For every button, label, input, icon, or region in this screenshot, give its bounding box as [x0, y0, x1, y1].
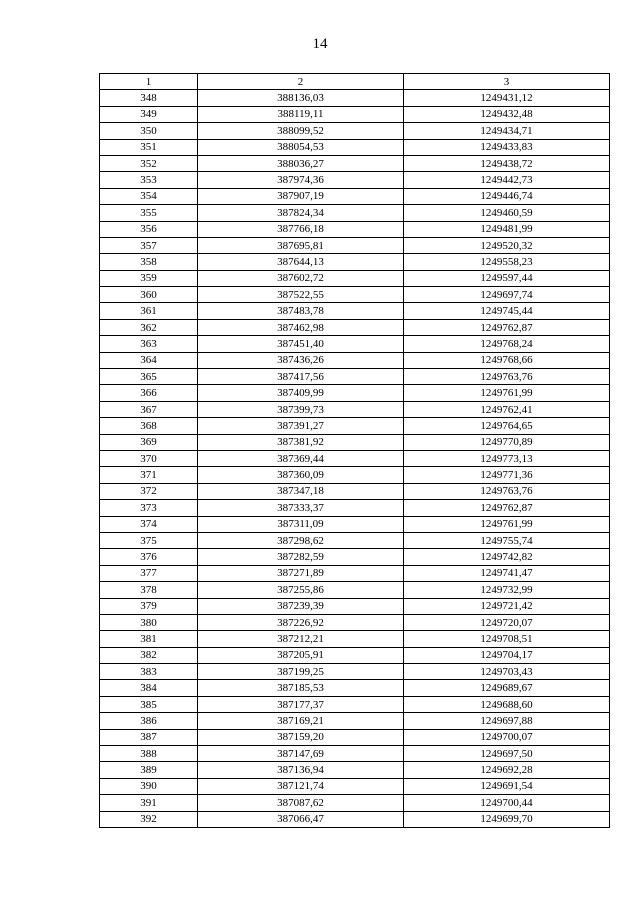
table-row — [100, 221, 610, 237]
x-coordinate-cell: 387185,53 — [198, 680, 404, 696]
x-coordinate-cell: 387177,37 — [198, 696, 404, 712]
table-row — [100, 90, 610, 106]
y-coordinate-cell: 1249697,50 — [404, 746, 610, 762]
table-row — [100, 778, 610, 794]
x-coordinate-cell: 388099,52 — [198, 123, 404, 139]
table-row — [100, 483, 610, 499]
point-number-cell: 370 — [100, 450, 198, 466]
point-number-cell: 366 — [100, 385, 198, 401]
table-body — [100, 90, 610, 828]
point-number-cell: 392 — [100, 811, 198, 827]
table-row — [100, 631, 610, 647]
x-coordinate-cell: 387483,78 — [198, 303, 404, 319]
point-number-cell: 377 — [100, 565, 198, 581]
table-row — [100, 401, 610, 417]
table-row — [100, 287, 610, 303]
table-row — [100, 270, 610, 286]
y-coordinate-cell: 1249761,99 — [404, 385, 610, 401]
y-coordinate-cell: 1249432,48 — [404, 106, 610, 122]
column-header-2: 2 — [198, 74, 404, 90]
y-coordinate-cell: 1249708,51 — [404, 631, 610, 647]
point-number-cell: 349 — [100, 106, 198, 122]
table-row — [100, 205, 610, 221]
table-row — [100, 582, 610, 598]
point-number-cell: 353 — [100, 172, 198, 188]
y-coordinate-cell: 1249742,82 — [404, 549, 610, 565]
x-coordinate-cell: 387087,62 — [198, 795, 404, 811]
x-coordinate-cell: 387451,40 — [198, 336, 404, 352]
x-coordinate-cell: 387522,55 — [198, 287, 404, 303]
y-coordinate-cell: 1249697,88 — [404, 713, 610, 729]
y-coordinate-cell: 1249763,76 — [404, 369, 610, 385]
x-coordinate-cell: 387311,09 — [198, 516, 404, 532]
x-coordinate-cell: 387399,73 — [198, 401, 404, 417]
x-coordinate-cell: 387644,13 — [198, 254, 404, 270]
table-row — [100, 811, 610, 827]
point-number-cell: 364 — [100, 352, 198, 368]
page-number: 14 — [312, 36, 328, 52]
point-number-cell: 348 — [100, 90, 198, 106]
point-number-cell: 369 — [100, 434, 198, 450]
x-coordinate-cell: 387239,39 — [198, 598, 404, 614]
x-coordinate-cell: 387212,21 — [198, 631, 404, 647]
y-coordinate-cell: 1249700,07 — [404, 729, 610, 745]
point-number-cell: 360 — [100, 287, 198, 303]
column-header-3: 3 — [404, 74, 610, 90]
y-coordinate-cell: 1249732,99 — [404, 582, 610, 598]
table-row — [100, 319, 610, 335]
table-row — [100, 467, 610, 483]
y-coordinate-cell: 1249460,59 — [404, 205, 610, 221]
y-coordinate-cell: 1249446,74 — [404, 188, 610, 204]
point-number-cell: 350 — [100, 123, 198, 139]
point-number-cell: 386 — [100, 713, 198, 729]
x-coordinate-cell: 387907,19 — [198, 188, 404, 204]
table-row — [100, 385, 610, 401]
point-number-cell: 388 — [100, 746, 198, 762]
y-coordinate-cell: 1249697,74 — [404, 287, 610, 303]
y-coordinate-cell: 1249699,70 — [404, 811, 610, 827]
x-coordinate-cell: 387409,99 — [198, 385, 404, 401]
y-coordinate-cell: 1249741,47 — [404, 565, 610, 581]
y-coordinate-cell: 1249481,99 — [404, 221, 610, 237]
table-row — [100, 172, 610, 188]
point-number-cell: 374 — [100, 516, 198, 532]
point-number-cell: 352 — [100, 155, 198, 171]
x-coordinate-cell: 387226,92 — [198, 614, 404, 630]
y-coordinate-cell: 1249703,43 — [404, 664, 610, 680]
table-row — [100, 614, 610, 630]
point-number-cell: 355 — [100, 205, 198, 221]
y-coordinate-cell: 1249745,44 — [404, 303, 610, 319]
x-coordinate-cell: 387695,81 — [198, 237, 404, 253]
point-number-cell: 381 — [100, 631, 198, 647]
point-number-cell: 351 — [100, 139, 198, 155]
table-row — [100, 450, 610, 466]
x-coordinate-cell: 388119,11 — [198, 106, 404, 122]
x-coordinate-cell: 388054,53 — [198, 139, 404, 155]
y-coordinate-cell: 1249558,23 — [404, 254, 610, 270]
point-number-cell: 365 — [100, 369, 198, 385]
y-coordinate-cell: 1249764,65 — [404, 418, 610, 434]
y-coordinate-cell: 1249768,66 — [404, 352, 610, 368]
table-row — [100, 139, 610, 155]
x-coordinate-cell: 387417,56 — [198, 369, 404, 385]
x-coordinate-cell: 387136,94 — [198, 762, 404, 778]
point-number-cell: 376 — [100, 549, 198, 565]
y-coordinate-cell: 1249689,67 — [404, 680, 610, 696]
x-coordinate-cell: 387381,92 — [198, 434, 404, 450]
table-row — [100, 598, 610, 614]
y-coordinate-cell: 1249773,13 — [404, 450, 610, 466]
y-coordinate-cell: 1249704,17 — [404, 647, 610, 663]
point-number-cell: 373 — [100, 500, 198, 516]
x-coordinate-cell: 387360,09 — [198, 467, 404, 483]
point-number-cell: 385 — [100, 696, 198, 712]
point-number-cell: 384 — [100, 680, 198, 696]
x-coordinate-cell: 387159,20 — [198, 729, 404, 745]
coordinates-table — [99, 73, 610, 828]
x-coordinate-cell: 387066,47 — [198, 811, 404, 827]
y-coordinate-cell: 1249770,89 — [404, 434, 610, 450]
y-coordinate-cell: 1249755,74 — [404, 532, 610, 548]
x-coordinate-cell: 387602,72 — [198, 270, 404, 286]
x-coordinate-cell: 388036,27 — [198, 155, 404, 171]
point-number-cell: 380 — [100, 614, 198, 630]
point-number-cell: 389 — [100, 762, 198, 778]
point-number-cell: 387 — [100, 729, 198, 745]
y-coordinate-cell: 1249691,54 — [404, 778, 610, 794]
y-coordinate-cell: 1249597,44 — [404, 270, 610, 286]
table-row — [100, 237, 610, 253]
table-row — [100, 795, 610, 811]
point-number-cell: 357 — [100, 237, 198, 253]
y-coordinate-cell: 1249442,73 — [404, 172, 610, 188]
y-coordinate-cell: 1249433,83 — [404, 139, 610, 155]
table-row — [100, 336, 610, 352]
point-number-cell: 361 — [100, 303, 198, 319]
column-header-1: 1 — [100, 74, 198, 90]
x-coordinate-cell: 387436,26 — [198, 352, 404, 368]
point-number-cell: 358 — [100, 254, 198, 270]
point-number-cell: 382 — [100, 647, 198, 663]
x-coordinate-cell: 387205,91 — [198, 647, 404, 663]
point-number-cell: 390 — [100, 778, 198, 794]
x-coordinate-cell: 388136,03 — [198, 90, 404, 106]
x-coordinate-cell: 387369,44 — [198, 450, 404, 466]
x-coordinate-cell: 387347,18 — [198, 483, 404, 499]
point-number-cell: 367 — [100, 401, 198, 417]
table-row — [100, 418, 610, 434]
table-row — [100, 123, 610, 139]
point-number-cell: 359 — [100, 270, 198, 286]
point-number-cell: 371 — [100, 467, 198, 483]
y-coordinate-cell: 1249762,87 — [404, 319, 610, 335]
table-row — [100, 762, 610, 778]
point-number-cell: 378 — [100, 582, 198, 598]
y-coordinate-cell: 1249520,32 — [404, 237, 610, 253]
y-coordinate-cell: 1249768,24 — [404, 336, 610, 352]
table-row — [100, 434, 610, 450]
point-number-cell: 375 — [100, 532, 198, 548]
table-row — [100, 106, 610, 122]
table-row — [100, 729, 610, 745]
y-coordinate-cell: 1249720,07 — [404, 614, 610, 630]
y-coordinate-cell: 1249721,42 — [404, 598, 610, 614]
point-number-cell: 379 — [100, 598, 198, 614]
y-coordinate-cell: 1249771,36 — [404, 467, 610, 483]
table-row — [100, 549, 610, 565]
table-row — [100, 680, 610, 696]
x-coordinate-cell: 387766,18 — [198, 221, 404, 237]
table-row — [100, 369, 610, 385]
table-row — [100, 647, 610, 663]
x-coordinate-cell: 387462,98 — [198, 319, 404, 335]
y-coordinate-cell: 1249438,72 — [404, 155, 610, 171]
table-row — [100, 532, 610, 548]
y-coordinate-cell: 1249431,12 — [404, 90, 610, 106]
x-coordinate-cell: 387824,34 — [198, 205, 404, 221]
table-row — [100, 696, 610, 712]
x-coordinate-cell: 387199,25 — [198, 664, 404, 680]
table-row — [100, 303, 610, 319]
x-coordinate-cell: 387121,74 — [198, 778, 404, 794]
point-number-cell: 383 — [100, 664, 198, 680]
y-coordinate-cell: 1249434,71 — [404, 123, 610, 139]
y-coordinate-cell: 1249762,41 — [404, 401, 610, 417]
table-row — [100, 155, 610, 171]
point-number-cell: 391 — [100, 795, 198, 811]
x-coordinate-cell: 387298,62 — [198, 532, 404, 548]
y-coordinate-cell: 1249700,44 — [404, 795, 610, 811]
point-number-cell: 372 — [100, 483, 198, 499]
point-number-cell: 368 — [100, 418, 198, 434]
table-row — [100, 664, 610, 680]
x-coordinate-cell: 387282,59 — [198, 549, 404, 565]
table-row — [100, 713, 610, 729]
point-number-cell: 354 — [100, 188, 198, 204]
point-number-cell: 356 — [100, 221, 198, 237]
x-coordinate-cell: 387271,89 — [198, 565, 404, 581]
table-row — [100, 352, 610, 368]
y-coordinate-cell: 1249761,99 — [404, 516, 610, 532]
table-row — [100, 254, 610, 270]
x-coordinate-cell: 387391,27 — [198, 418, 404, 434]
table-header-row — [100, 74, 610, 90]
x-coordinate-cell: 387974,36 — [198, 172, 404, 188]
table-row — [100, 516, 610, 532]
x-coordinate-cell: 387169,21 — [198, 713, 404, 729]
table-row — [100, 746, 610, 762]
y-coordinate-cell: 1249688,60 — [404, 696, 610, 712]
y-coordinate-cell: 1249692,28 — [404, 762, 610, 778]
point-number-cell: 363 — [100, 336, 198, 352]
y-coordinate-cell: 1249763,76 — [404, 483, 610, 499]
x-coordinate-cell: 387147,69 — [198, 746, 404, 762]
x-coordinate-cell: 387255,86 — [198, 582, 404, 598]
table-row — [100, 565, 610, 581]
table-row — [100, 188, 610, 204]
x-coordinate-cell: 387333,37 — [198, 500, 404, 516]
point-number-cell: 362 — [100, 319, 198, 335]
y-coordinate-cell: 1249762,87 — [404, 500, 610, 516]
table-row — [100, 500, 610, 516]
